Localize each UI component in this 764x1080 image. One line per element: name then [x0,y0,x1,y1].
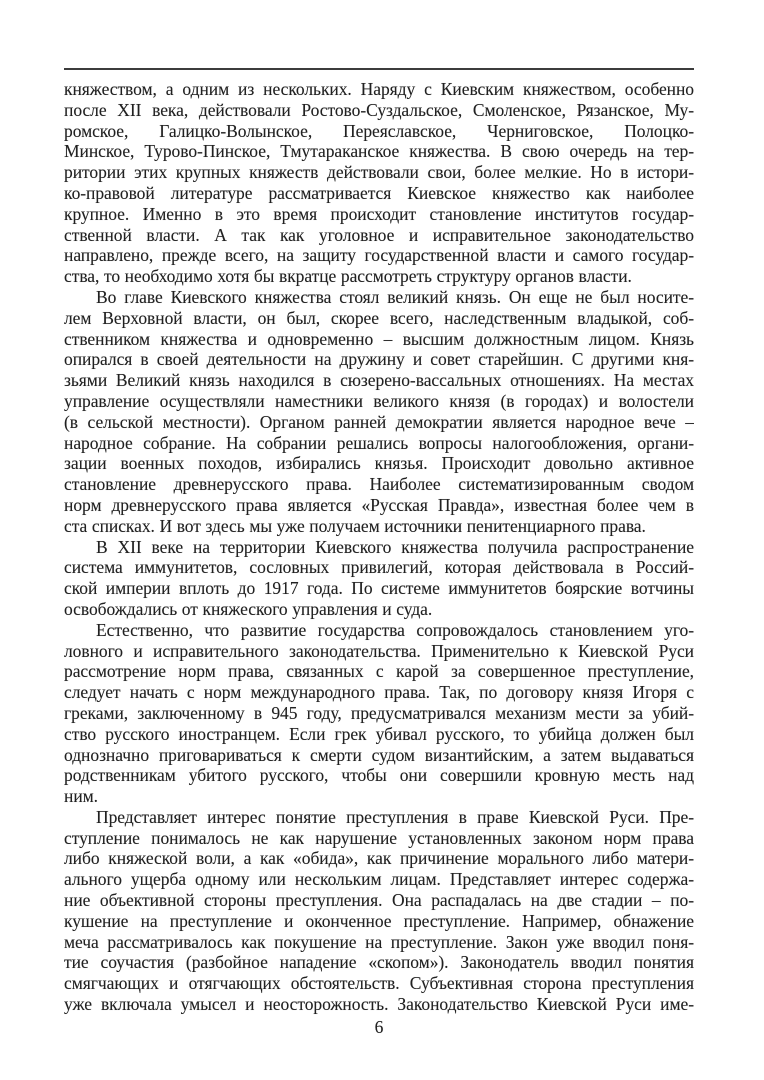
paragraph [64,807,694,1015]
text-line: кушение на преступление и оконченное преступление. Например, обнажение [64,910,694,931]
text-line: народное собрание. На собрании решались вопросы налогообложения, органи- [64,432,694,453]
text-line: лем Верховной власти, он был, скорее всего, наследственным владыкой, соб- [64,307,694,328]
header-rule [64,68,694,70]
text-line: ние объективной стороны преступления. Она распадалась на две стадии – по- [64,890,694,911]
text-line: рассмотрение норм права, связанных с карой за совершенное преступление, [64,661,694,682]
text-line: ство русского иностранцем. Если грек убивал русского, то убийца должен был [64,723,694,744]
text-line: управление осуществляли наместники великого князя (в городах) и волостели [64,390,694,411]
text-line: ста списках. И вот здесь мы уже получаем источники пенитенциарного права. [64,515,646,536]
paragraph [64,287,694,537]
text-line: становление древнерусского права. Наиболее систематизированным сводом [64,474,694,495]
text-line: следует начать с норм международного права. Так, по договору князя Игоря с [64,682,694,703]
text-line: норм древнерусского права является «Русская Правда», известная более чем в [64,494,694,515]
text-line: опирался в своей деятельности на дружину и совет старейшин. С другими кня- [64,349,694,370]
text-line: княжеством, а одним из нескольких. Наряду с Киевским княжеством, особенно [64,79,694,99]
text-line: меча рассматривалось как покушение на преступление. Закон уже вводил поня- [64,931,694,952]
text-line: ступление понималось не как нарушение установленных законом норм права [64,827,694,848]
text-line: уже включала умысел и неосторожность. Законодательство Киевской Руси име- [64,994,694,1015]
paragraphs-container [64,79,694,1015]
text-line: (в сельской местности). Органом ранней демократии является народное вече – [64,411,694,432]
text-line: тие соучастия (разбойное нападение «скопом»). Законодатель вводил понятия [64,952,694,973]
text-line: ственником княжества и одновременно – высшим должностным лицом. Князь [64,328,694,349]
text-line: ального ущерба одному или нескольким лицам. Представляет интерес содержа- [64,869,694,890]
page-number: 6 [374,1017,384,1037]
text-line: В XII веке на территории Киевского княжества получила распространение [96,536,694,557]
text-line: освобождались от княжеского управления и суда. [64,598,433,619]
paragraph [64,537,694,620]
text-line: ской империи вплоть до 1917 года. По системе иммунитетов боярские вотчины [64,578,694,599]
text-line: крупное. Именно в это время происходит становление институтов государ- [64,203,694,224]
text-line: ритории этих крупных княжеств действовали свои, более мелкие. Но в истори- [64,162,694,183]
paragraph [64,620,694,807]
text-line: ловного и исправительного законодательства. Применительно к Киевской Руси [64,640,694,661]
text-line: однозначно приговариваться к смерти судом византийским, а затем выдаваться [64,744,694,765]
text-line: ко-правовой литературе рассматривается Киевское княжество как наиболее [64,182,694,203]
text-line: греками, заключенному в 945 году, предусматривался механизм мести за убий- [64,702,694,723]
text-line: ним. [64,786,98,807]
text-line: Естественно, что развитие государства сопровождалось становлением уго- [96,619,694,640]
text-line: после XII века, действовали Ростово-Суздальское, Смоленское, Рязанское, Му- [64,99,694,120]
text-line: ственной власти. А так как уголовное и исправительное законодательство [64,224,694,245]
page-body-text [64,79,694,1015]
text-line: система иммунитетов, сословных привилегий, которая действовала в Россий- [64,557,694,578]
text-line: ромское, Галицко-Волынское, Переяславское, Черниговское, Полоцко- [64,120,694,141]
text-line: смягчающих и отягчающих обстоятельств. Субъективная сторона преступления [64,973,694,994]
text-line: родственникам убитого русского, чтобы они совершили кровную месть над [64,765,694,786]
text-line: либо княжеской воли, а как «обида», как причинение морального либо матери- [64,848,694,869]
text-line: Минское, Турово-Пинское, Тмутараканское княжества. В свою очередь на тер- [64,141,694,162]
text-line: зьями Великий князь находился в сюзерено-вассальных отношениях. На местах [64,370,694,391]
paragraph [64,79,694,287]
text-line: ства, то необходимо хотя бы вкратце рассмотреть структуру органов власти. [64,266,632,287]
text-line: Во главе Киевского княжества стоял великий князь. Он еще не был носите- [96,286,694,307]
text-line: направлено, прежде всего, на защиту государственной власти и самого государ- [64,245,694,266]
text-line: Представляет интерес понятие преступления в праве Киевской Руси. Пре- [96,806,694,827]
text-line: зации военных походов, избирались князья. Происходит довольно активное [64,453,694,474]
